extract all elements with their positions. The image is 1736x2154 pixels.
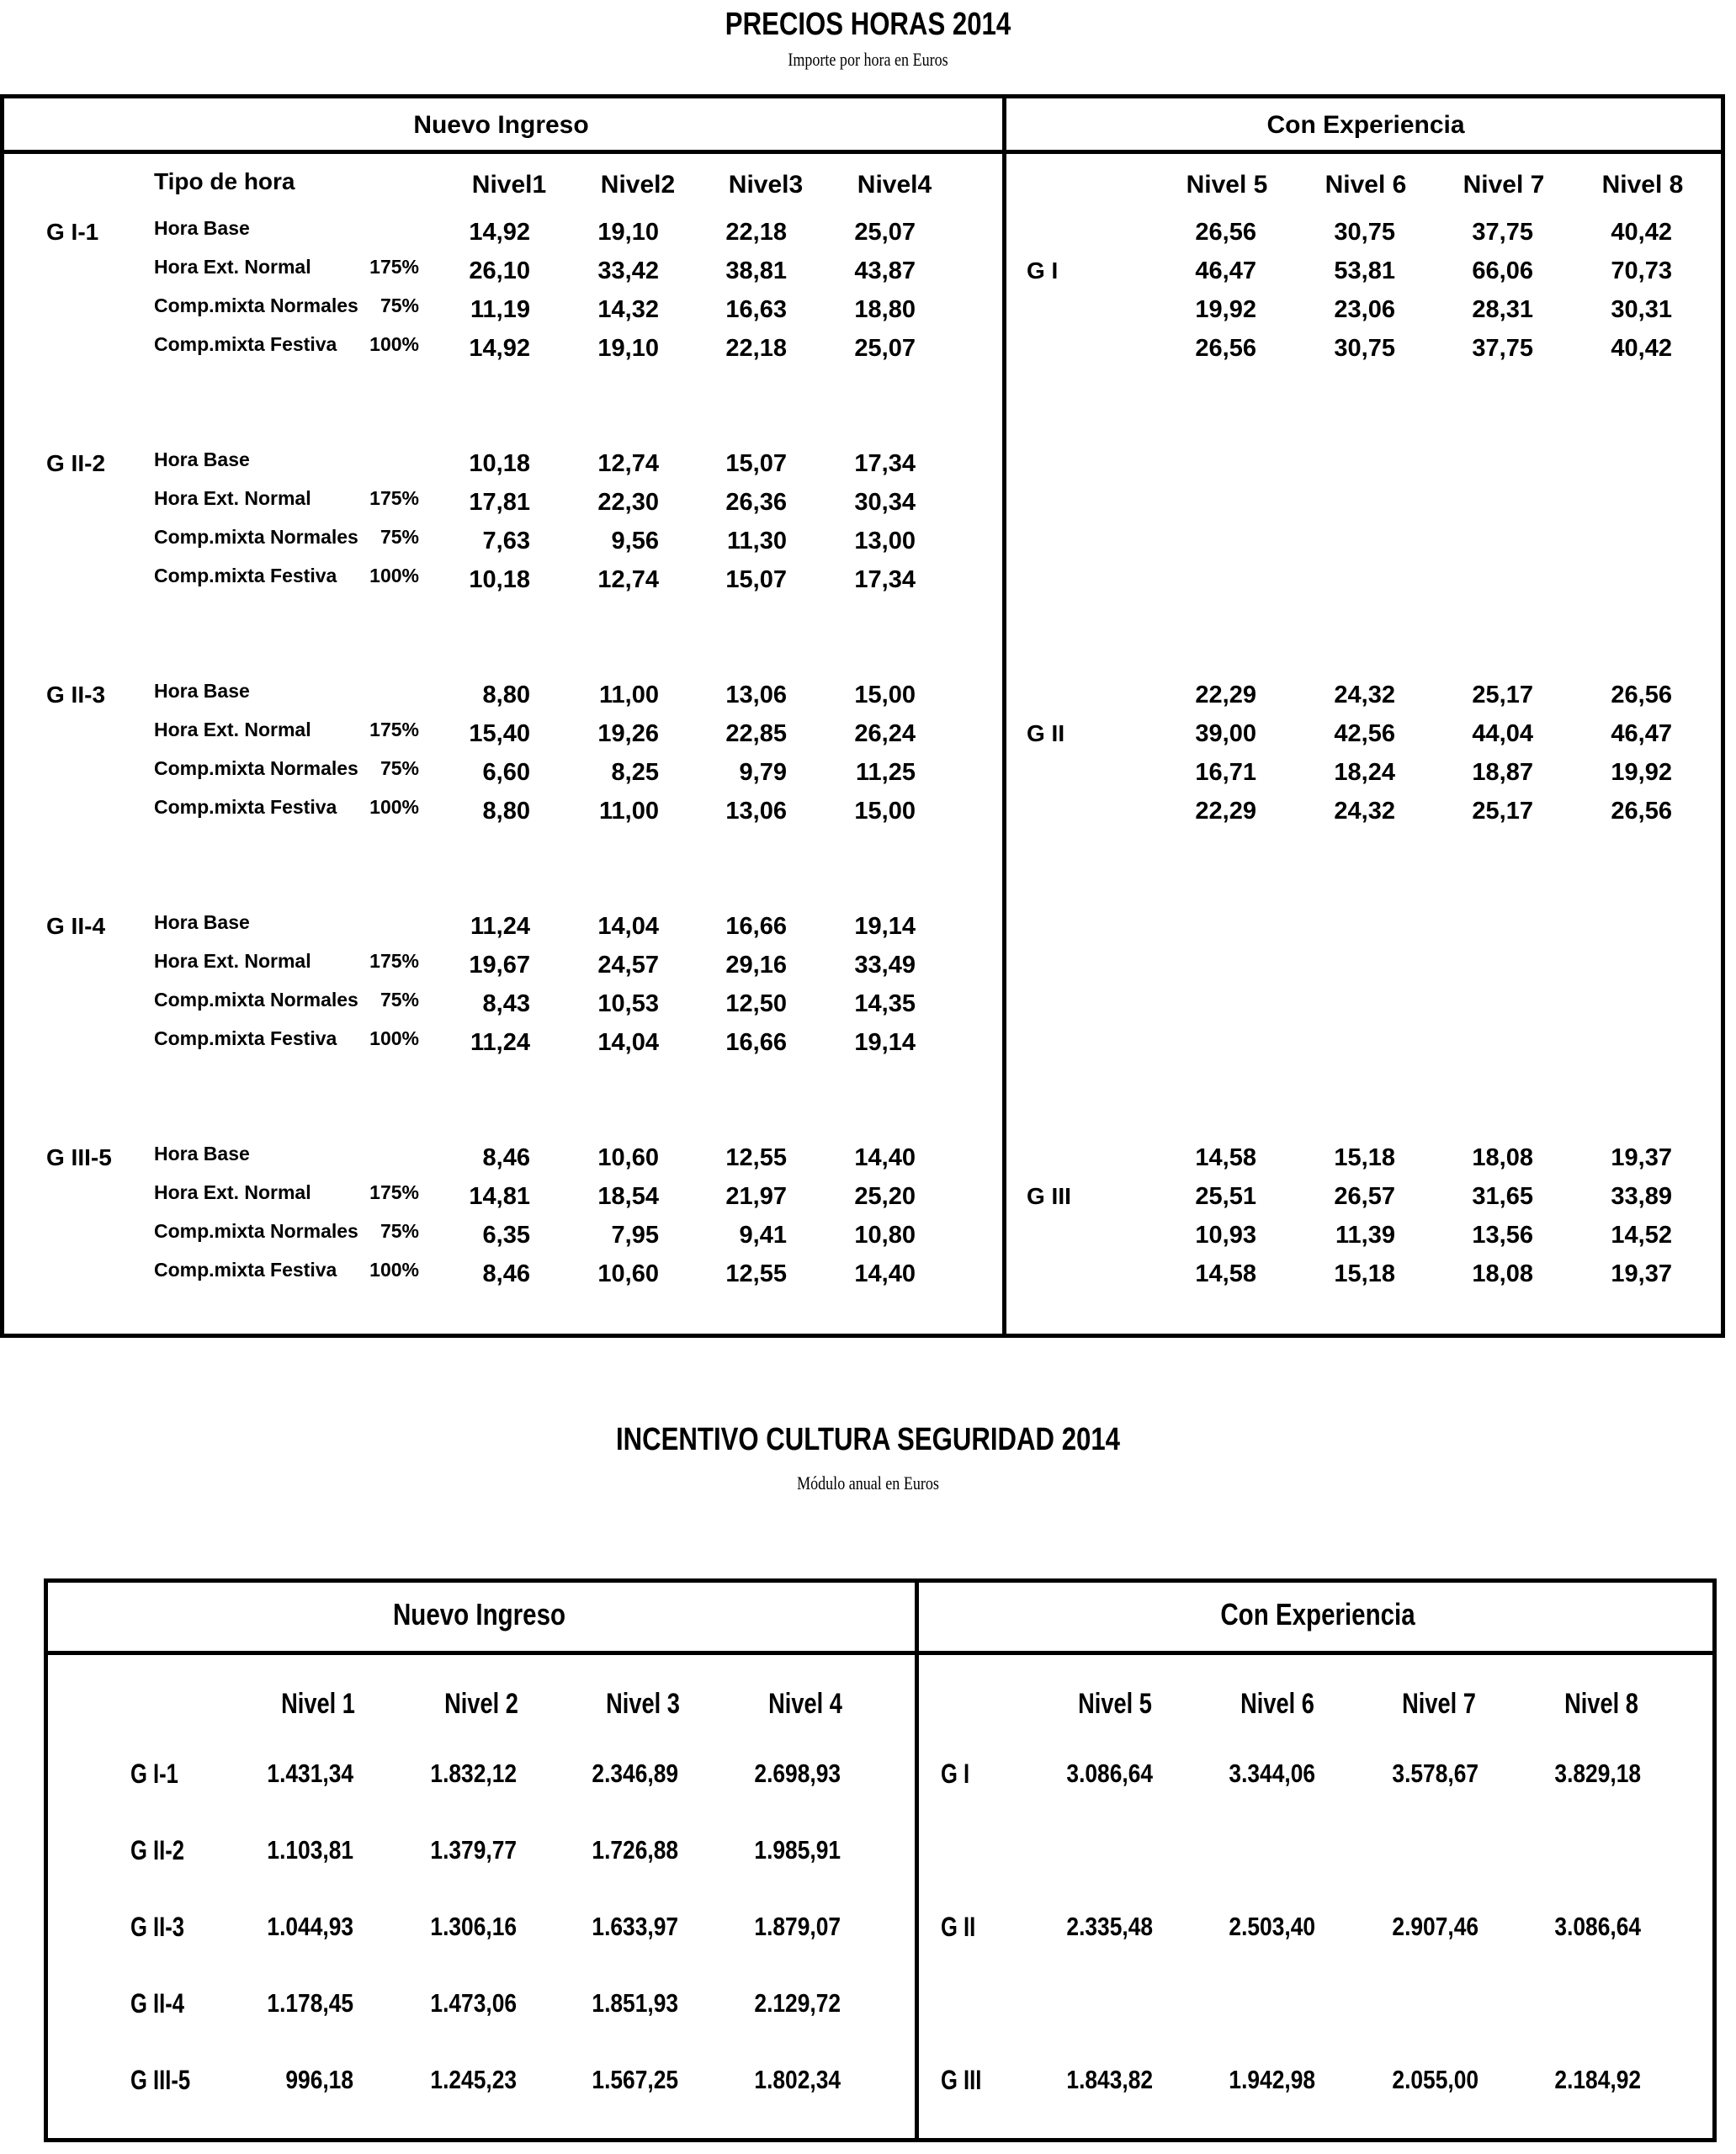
incentivo-value-cell: 1.985,91 (754, 1835, 841, 1865)
precios-header-divider (0, 150, 1725, 154)
value-cell: 9,56 (611, 528, 659, 554)
value-cell: 26,24 (854, 720, 916, 747)
precios-level-header: Nivel 8 (1601, 171, 1684, 199)
value-cell: 8,80 (482, 798, 530, 825)
incentivo-value-cell: 2.907,46 (1392, 1912, 1479, 1941)
pct-label: 100% (369, 565, 419, 586)
value-cell: 37,75 (1472, 219, 1533, 246)
group-label: G II-3 (46, 682, 106, 708)
value-cell: 6,60 (482, 759, 530, 786)
value-cell: 15,00 (854, 682, 916, 708)
incentivo-nuevo-header: Nuevo Ingreso (392, 1597, 566, 1631)
value-cell: 24,32 (1334, 682, 1395, 708)
incentivo-value-cell: 1.103,81 (267, 1835, 353, 1865)
value-cell: 43,87 (854, 257, 916, 284)
group-label: G II-4 (46, 913, 106, 939)
value-cell: 19,37 (1611, 1260, 1672, 1287)
value-cell: 13,00 (854, 528, 916, 554)
value-cell: 26,56 (1195, 335, 1256, 362)
pct-label: 100% (369, 796, 419, 818)
value-cell: 44,04 (1472, 720, 1533, 747)
incentivo-level-header: Nivel 5 (1078, 1688, 1152, 1720)
value-cell: 8,80 (482, 682, 530, 708)
pct-label: 75% (380, 989, 419, 1011)
tipo-label: Comp.mixta Festiva (154, 1027, 337, 1049)
value-cell: 33,42 (597, 257, 659, 284)
value-cell: 22,85 (725, 720, 787, 747)
value-cell: 12,55 (725, 1260, 787, 1287)
incentivo-level-header: Nivel 2 (444, 1688, 518, 1720)
value-cell: 12,74 (597, 566, 659, 593)
value-cell: 26,57 (1334, 1183, 1395, 1210)
value-cell: 15,40 (469, 720, 530, 747)
value-cell: 9,41 (739, 1222, 787, 1249)
tipo-label: Hora Ext. Normal (154, 1181, 311, 1203)
incentivo-value-cell: 3.578,67 (1392, 1759, 1479, 1788)
tipo-label: Comp.mixta Normales (154, 757, 358, 779)
value-cell: 19,92 (1195, 296, 1256, 323)
pct-label: 175% (369, 719, 419, 740)
tipo-label: Hora Base (154, 217, 250, 239)
value-cell: 10,18 (469, 566, 530, 593)
value-cell: 19,14 (854, 1029, 916, 1056)
value-cell: 14,32 (597, 296, 659, 323)
value-cell: 16,63 (725, 296, 787, 323)
incentivo-value-cell: 2.346,89 (592, 1759, 678, 1788)
value-cell: 70,73 (1611, 257, 1672, 284)
incentivo-value-cell: 1.473,06 (430, 1988, 517, 2018)
value-cell: 15,18 (1334, 1144, 1395, 1171)
value-cell: 11,00 (599, 682, 659, 708)
incentivo-value-cell: 3.829,18 (1554, 1759, 1641, 1788)
pct-label: 75% (380, 1220, 419, 1242)
precios-exp-header: Con Experiencia (1266, 111, 1465, 139)
incentivo-level-header: Nivel 1 (281, 1688, 355, 1720)
exp-group-label: G III (1027, 1183, 1071, 1209)
value-cell: 14,52 (1611, 1222, 1672, 1249)
incentivo-value-cell: 1.245,23 (430, 2065, 517, 2094)
value-cell: 13,06 (725, 682, 787, 708)
value-cell: 15,18 (1334, 1260, 1395, 1287)
value-cell: 19,10 (597, 335, 659, 362)
value-cell: 25,07 (854, 335, 916, 362)
value-cell: 11,39 (1335, 1222, 1395, 1249)
incentivo-value-cell: 1.832,12 (430, 1759, 517, 1788)
exp-group-label: G II (1027, 720, 1065, 746)
tipo-label: Comp.mixta Festiva (154, 333, 337, 355)
value-cell: 14,04 (597, 913, 659, 940)
value-cell: 10,60 (597, 1260, 659, 1287)
incentivo-value-cell: 2.503,40 (1229, 1912, 1315, 1941)
value-cell: 14,92 (469, 335, 530, 362)
tipo-label: Hora Ext. Normal (154, 950, 311, 972)
value-cell: 15,07 (725, 566, 787, 593)
value-cell: 14,81 (469, 1183, 530, 1210)
precios-level-header: Nivel 5 (1186, 171, 1268, 199)
pct-label: 75% (380, 294, 419, 316)
value-cell: 33,89 (1611, 1183, 1672, 1210)
incentivo-exp-group-label: G I (941, 1759, 970, 1789)
incentivo-level-header: Nivel 4 (768, 1688, 842, 1720)
tipo-label: Hora Ext. Normal (154, 719, 311, 740)
value-cell: 25,17 (1472, 682, 1533, 708)
incentivo-value-cell: 1.178,45 (267, 1988, 353, 2018)
incentivo-exp-header: Con Experiencia (1220, 1597, 1415, 1631)
value-cell: 30,31 (1611, 296, 1672, 323)
value-cell: 46,47 (1611, 720, 1672, 747)
value-cell: 28,31 (1472, 296, 1533, 323)
value-cell: 12,55 (725, 1144, 787, 1171)
value-cell: 26,10 (469, 257, 530, 284)
value-cell: 18,24 (1334, 759, 1395, 786)
value-cell: 25,20 (854, 1183, 916, 1210)
value-cell: 14,58 (1195, 1144, 1256, 1171)
tipo-label: Comp.mixta Normales (154, 989, 358, 1011)
value-cell: 21,97 (725, 1183, 787, 1210)
value-cell: 10,93 (1195, 1222, 1256, 1249)
incentivo-value-cell: 2.335,48 (1066, 1912, 1153, 1941)
incentivo-level-header: Nivel 3 (606, 1688, 680, 1720)
incentivo-value-cell: 1.942,98 (1229, 2065, 1315, 2094)
value-cell: 7,95 (611, 1222, 659, 1249)
incentivo-value-cell: 3.344,06 (1229, 1759, 1315, 1788)
value-cell: 11,25 (856, 759, 916, 786)
value-cell: 10,80 (854, 1222, 916, 1249)
value-cell: 8,43 (482, 990, 530, 1017)
group-label: G III-5 (46, 1144, 112, 1170)
group-label: G II-2 (46, 450, 106, 476)
pct-label: 100% (369, 1027, 419, 1049)
value-cell: 38,81 (725, 257, 787, 284)
incentivo-value-cell: 3.086,64 (1066, 1759, 1153, 1788)
incentivo-value-cell: 1.431,34 (267, 1759, 353, 1788)
incentivo-value-cell: 1.306,16 (430, 1912, 517, 1941)
value-cell: 66,06 (1472, 257, 1533, 284)
incentivo-value-cell: 1.044,93 (267, 1912, 353, 1941)
value-cell: 14,04 (597, 1029, 659, 1056)
value-cell: 17,34 (854, 450, 916, 477)
incentivo-level-header: Nivel 7 (1402, 1688, 1476, 1720)
value-cell: 11,24 (470, 913, 530, 940)
value-cell: 10,53 (597, 990, 659, 1017)
value-cell: 14,35 (854, 990, 916, 1017)
value-cell: 16,66 (725, 913, 787, 940)
value-cell: 24,32 (1334, 798, 1395, 825)
incentivo-value-cell: 1.843,82 (1066, 2065, 1153, 2094)
incentivo-column-divider (915, 1578, 919, 2142)
value-cell: 14,92 (469, 219, 530, 246)
tipo-de-hora-header: Tipo de hora (154, 168, 295, 194)
incentivo-group-label: G II-3 (130, 1912, 185, 1942)
tipo-label: Comp.mixta Normales (154, 294, 358, 316)
pct-label: 175% (369, 950, 419, 972)
precios-level-header: Nivel2 (600, 171, 676, 199)
value-cell: 16,66 (725, 1029, 787, 1056)
tipo-label: Hora Base (154, 1143, 250, 1165)
value-cell: 14,40 (854, 1144, 916, 1171)
value-cell: 10,18 (469, 450, 530, 477)
value-cell: 46,47 (1195, 257, 1256, 284)
incentivo-value-cell: 1.802,34 (754, 2065, 841, 2094)
precios-nuevo-header: Nuevo Ingreso (413, 111, 589, 139)
value-cell: 13,56 (1472, 1222, 1533, 1249)
value-cell: 18,80 (854, 296, 916, 323)
value-cell: 53,81 (1334, 257, 1395, 284)
incentivo-value-cell: 1.633,97 (592, 1912, 678, 1941)
value-cell: 26,56 (1611, 682, 1672, 708)
tipo-label: Comp.mixta Normales (154, 526, 358, 548)
value-cell: 26,36 (725, 489, 787, 516)
value-cell: 19,92 (1611, 759, 1672, 786)
value-cell: 10,60 (597, 1144, 659, 1171)
pct-label: 75% (380, 757, 419, 779)
value-cell: 22,30 (597, 489, 659, 516)
value-cell: 11,00 (599, 798, 659, 825)
precios-level-header: Nivel 6 (1325, 171, 1407, 199)
incentivo-value-cell: 2.698,93 (754, 1759, 841, 1788)
value-cell: 11,24 (470, 1029, 530, 1056)
value-cell: 24,57 (597, 952, 659, 979)
tipo-label: Hora Ext. Normal (154, 256, 311, 278)
value-cell: 19,37 (1611, 1144, 1672, 1171)
value-cell: 18,08 (1472, 1144, 1533, 1171)
value-cell: 9,79 (739, 759, 787, 786)
exp-group-label: G I (1027, 257, 1059, 284)
value-cell: 39,00 (1195, 720, 1256, 747)
value-cell: 26,56 (1195, 219, 1256, 246)
incentivo-value-cell: 996,18 (285, 2065, 353, 2094)
precios-column-divider (1002, 94, 1006, 1338)
value-cell: 33,49 (854, 952, 916, 979)
value-cell: 25,07 (854, 219, 916, 246)
value-cell: 19,10 (597, 219, 659, 246)
incentivo-value-cell: 1.567,25 (592, 2065, 678, 2094)
value-cell: 12,74 (597, 450, 659, 477)
precios-level-header: Nivel4 (857, 171, 932, 199)
value-cell: 11,30 (727, 528, 787, 554)
value-cell: 37,75 (1472, 335, 1533, 362)
tipo-label: Hora Base (154, 448, 250, 470)
value-cell: 23,06 (1334, 296, 1395, 323)
value-cell: 13,06 (725, 798, 787, 825)
pct-label: 100% (369, 1259, 419, 1281)
value-cell: 18,08 (1472, 1260, 1533, 1287)
incentivo-level-header: Nivel 6 (1240, 1688, 1314, 1720)
value-cell: 18,54 (597, 1183, 659, 1210)
incentivo-title: INCENTIVO CULTURA SEGURIDAD 2014 (615, 1422, 1121, 1457)
value-cell: 7,63 (482, 528, 530, 554)
value-cell: 18,87 (1472, 759, 1533, 786)
precios-level-header: Nivel3 (728, 171, 804, 199)
incentivo-exp-group-label: G II (941, 1912, 976, 1942)
tipo-label: Hora Base (154, 911, 250, 933)
incentivo-group-label: G III-5 (130, 2065, 191, 2095)
value-cell: 30,75 (1334, 219, 1395, 246)
pct-label: 175% (369, 487, 419, 509)
precios-level-header: Nivel 7 (1463, 171, 1545, 199)
value-cell: 25,51 (1195, 1183, 1256, 1210)
incentivo-value-cell: 1.851,93 (592, 1988, 678, 2018)
value-cell: 30,34 (854, 489, 916, 516)
pct-label: 175% (369, 256, 419, 278)
tipo-label: Comp.mixta Festiva (154, 796, 337, 818)
value-cell: 8,46 (482, 1144, 530, 1171)
value-cell: 22,29 (1195, 682, 1256, 708)
incentivo-group-label: G II-2 (130, 1835, 185, 1865)
value-cell: 15,00 (854, 798, 916, 825)
value-cell: 31,65 (1472, 1183, 1533, 1210)
incentivo-value-cell: 2.184,92 (1554, 2065, 1641, 2094)
value-cell: 14,58 (1195, 1260, 1256, 1287)
tipo-label: Hora Base (154, 680, 250, 702)
value-cell: 19,26 (597, 720, 659, 747)
value-cell: 19,67 (469, 952, 530, 979)
value-cell: 40,42 (1611, 335, 1672, 362)
pct-label: 175% (369, 1181, 419, 1203)
incentivo-value-cell: 1.379,77 (430, 1835, 517, 1865)
group-label: G I-1 (46, 219, 99, 245)
value-cell: 14,40 (854, 1260, 916, 1287)
value-cell: 30,75 (1334, 335, 1395, 362)
tipo-label: Comp.mixta Normales (154, 1220, 358, 1242)
value-cell: 8,25 (611, 759, 659, 786)
incentivo-subtitle: Módulo anual en Euros (797, 1472, 939, 1493)
value-cell: 40,42 (1611, 219, 1672, 246)
incentivo-value-cell: 3.086,64 (1554, 1912, 1641, 1941)
value-cell: 8,46 (482, 1260, 530, 1287)
value-cell: 25,17 (1472, 798, 1533, 825)
tipo-label: Comp.mixta Festiva (154, 565, 337, 586)
incentivo-value-cell: 1.879,07 (754, 1912, 841, 1941)
pct-label: 100% (369, 333, 419, 355)
value-cell: 17,81 (469, 489, 530, 516)
pct-label: 75% (380, 526, 419, 548)
incentivo-value-cell: 2.055,00 (1392, 2065, 1479, 2094)
precios-level-header: Nivel1 (471, 171, 547, 199)
value-cell: 6,35 (482, 1222, 530, 1249)
value-cell: 22,18 (725, 219, 787, 246)
incentivo-value-cell: 1.726,88 (592, 1835, 678, 1865)
value-cell: 15,07 (725, 450, 787, 477)
value-cell: 12,50 (725, 990, 787, 1017)
value-cell: 42,56 (1334, 720, 1395, 747)
tipo-label: Comp.mixta Festiva (154, 1259, 337, 1281)
value-cell: 11,19 (470, 296, 530, 323)
value-cell: 29,16 (725, 952, 787, 979)
value-cell: 16,71 (1195, 759, 1256, 786)
value-cell: 22,18 (725, 335, 787, 362)
value-cell: 19,14 (854, 913, 916, 940)
incentivo-value-cell: 2.129,72 (754, 1988, 841, 2018)
incentivo-header-divider (44, 1651, 1717, 1655)
precios-title: PRECIOS HORAS 2014 (725, 7, 1011, 42)
value-cell: 22,29 (1195, 798, 1256, 825)
incentivo-group-label: G II-4 (130, 1988, 185, 2019)
incentivo-group-label: G I-1 (130, 1759, 178, 1789)
value-cell: 17,34 (854, 566, 916, 593)
incentivo-exp-group-label: G III (941, 2065, 982, 2095)
precios-subtitle: Importe por hora en Euros (788, 49, 948, 70)
incentivo-level-header: Nivel 8 (1564, 1688, 1638, 1720)
value-cell: 26,56 (1611, 798, 1672, 825)
tipo-label: Hora Ext. Normal (154, 487, 311, 509)
